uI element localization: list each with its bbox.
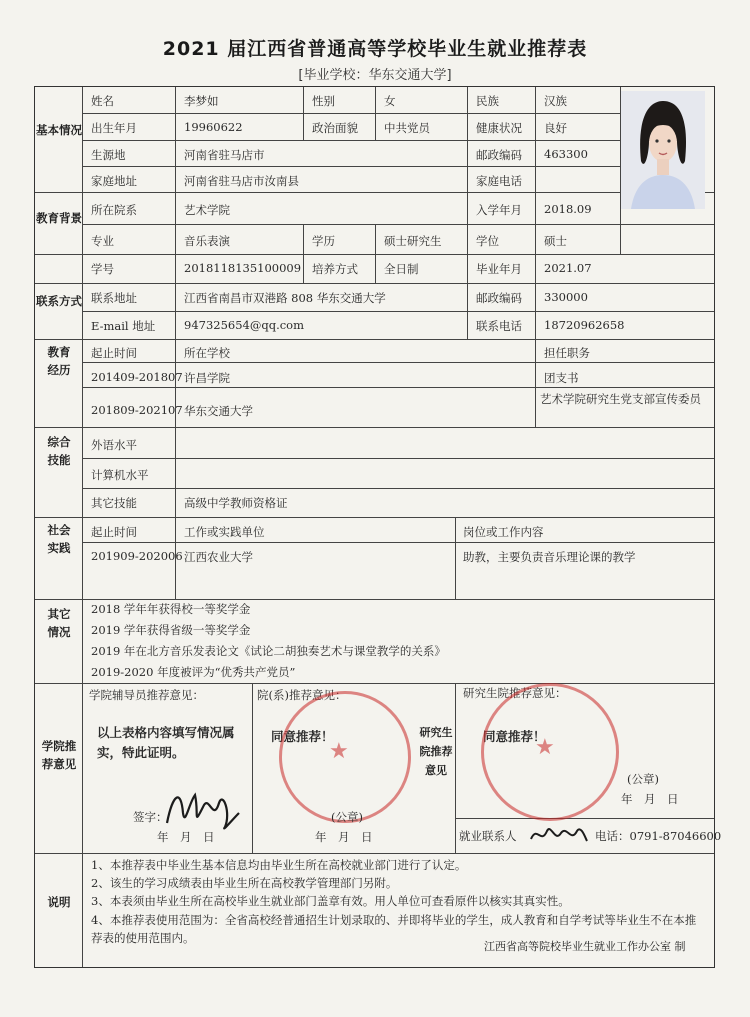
contact-postcode-value: 330000 <box>544 290 588 304</box>
major-label: 专业 <box>91 234 114 248</box>
practice-col-unit: 工作或实践单位 <box>184 525 265 539</box>
student-id-label: 学号 <box>91 262 114 276</box>
recommendation-form <box>34 86 722 968</box>
origin-value: 河南省驻马店市 <box>184 148 265 162</box>
contact-person-label: 就业联系人 <box>459 829 517 843</box>
political-value: 中共党员 <box>384 121 430 135</box>
counselor-label: 学院辅导员推荐意见： <box>89 688 204 702</box>
ethnic-value: 汉族 <box>544 94 567 108</box>
note-4: 4、本推荐表使用范围为：全省高校经普通招生计划录取的、并即将毕业的学生，成人教育和自学考试等毕业生不在本推荐表的使用范围内。 <box>91 913 697 945</box>
gender-label: 性别 <box>312 94 335 108</box>
basic-section-label: 基本情况 <box>36 123 82 137</box>
contact-person-signature <box>527 819 589 849</box>
history-col-time: 起止时间 <box>91 346 137 360</box>
degree-level-value: 硕士研究生 <box>384 234 442 248</box>
history-row-1-time: 201409-201807 <box>91 370 183 384</box>
degree-value: 硕士 <box>544 234 567 248</box>
birth-value: 19960622 <box>184 120 243 134</box>
practice-row-1-unit: 江西农业大学 <box>184 550 253 564</box>
training-label: 培养方式 <box>312 262 358 276</box>
other-skill-label: 其它技能 <box>91 496 137 510</box>
note-2: 2、该生的学习成绩表由毕业生所在高校教学管理部门另附。 <box>91 876 398 890</box>
phone-value: 18720962658 <box>544 318 625 332</box>
dept-date: 年 月 日 <box>315 830 373 844</box>
history-row-2-time: 201809-202107 <box>91 403 183 417</box>
major-value: 音乐表演 <box>184 234 230 248</box>
sign-label: 签字： <box>133 810 168 824</box>
others-item-2: 2019 学年获得省级一等奖学金 <box>91 623 251 637</box>
note-3: 3、本表须由毕业生所在高校毕业生就业部门盖章有效。用人单位可查看原件以核实其真实性。 <box>91 894 570 908</box>
grad-section-label: 研究生院推荐意见 <box>419 726 453 777</box>
training-value: 全日制 <box>384 262 419 276</box>
email-value: 947325654@qq.com <box>184 318 304 332</box>
email-label: E-mail 地址 <box>91 319 156 333</box>
contact-section-label: 联系方式 <box>36 294 82 308</box>
degree-level-label: 学历 <box>312 234 335 248</box>
others-item-1: 2018 学年年获得校一等奖学金 <box>91 602 251 616</box>
recommend-section-label: 学院推荐意见 <box>41 739 77 771</box>
history-col-role: 担任职务 <box>544 346 590 360</box>
history-col-school: 所在学校 <box>184 346 230 360</box>
practice-col-job: 岗位或工作内容 <box>463 525 544 539</box>
health-label: 健康状况 <box>476 121 522 135</box>
phone-label: 联系电话 <box>476 319 522 333</box>
other-skill-value: 高级中学教师资格证 <box>184 496 288 510</box>
grad-seal-star-icon: ★ <box>535 735 555 760</box>
postcode-value: 463300 <box>544 147 588 161</box>
others-item-3: 2019 年在北方音乐发表论文《试论二胡独奏艺术与课堂教学的关系》 <box>91 644 446 658</box>
grad-label: 研究生院推荐意见： <box>463 686 567 700</box>
gender-value: 女 <box>384 94 396 108</box>
origin-label: 生源地 <box>91 148 126 162</box>
dept-seal-label: (公章) <box>331 810 363 824</box>
enroll-label: 入学年月 <box>476 203 522 217</box>
ethnic-label: 民族 <box>476 94 499 108</box>
issuer-footer: 江西省高等院校毕业生就业工作办公室 制 <box>484 940 686 953</box>
graduate-label: 毕业年月 <box>476 262 522 276</box>
grad-text: 同意推荐！ <box>483 729 546 744</box>
graduate-value: 2021.07 <box>544 261 592 275</box>
computer-label: 计算机水平 <box>91 468 149 482</box>
grad-seal-label: (公章) <box>627 772 659 786</box>
name-value: 李梦如 <box>184 94 219 108</box>
notes-section-label: 说明 <box>47 895 71 909</box>
contact-postcode-label: 邮政编码 <box>476 291 522 305</box>
practice-section-label: 社会实践 <box>47 523 71 555</box>
history-row-1-school: 许昌学院 <box>184 371 230 385</box>
practice-row-1-time: 201909-202006 <box>91 549 183 563</box>
history-row-1-role: 团支书 <box>544 371 579 385</box>
skills-section-label: 综合技能 <box>47 435 71 467</box>
counselor-text: 以上表格内容填写情况属实，特此证明。 <box>97 725 235 760</box>
degree-label: 学位 <box>476 234 499 248</box>
practice-row-1-job: 助教，主要负责音乐理论课的教学 <box>463 550 636 564</box>
name-label: 姓名 <box>91 94 114 108</box>
note-1: 1、本推荐表中毕业生基本信息均由毕业生所在高校就业部门进行了认定。 <box>91 858 467 872</box>
home-value: 河南省驻马店市汝南县 <box>184 174 299 188</box>
school-value: 艺术学院 <box>184 203 230 217</box>
others-section-label: 其它情况 <box>47 607 71 639</box>
political-label: 政治面貌 <box>312 121 358 135</box>
student-id-value: 2018118135100009 <box>184 261 302 275</box>
history-section-label: 教育经历 <box>47 345 71 377</box>
dept-label: 院(系)推荐意见： <box>257 688 347 702</box>
address-label: 联系地址 <box>91 291 137 305</box>
practice-col-time: 起止时间 <box>91 525 137 539</box>
counselor-signature <box>163 783 243 835</box>
address-value: 江西省南昌市双港路 808 华东交通大学 <box>184 291 386 305</box>
postcode-label: 邮政编码 <box>476 148 522 162</box>
history-row-2-role: 艺术学院研究生党支部宣传委员 <box>540 392 701 406</box>
counselor-date: 年 月 日 <box>157 830 215 844</box>
home-label: 家庭地址 <box>91 174 137 188</box>
page-subtitle: [毕业学校：华东交通大学] <box>298 68 452 83</box>
grad-date: 年 月 日 <box>621 792 679 806</box>
health-value: 良好 <box>544 121 567 135</box>
dept-text: 同意推荐！ <box>271 729 334 744</box>
school-label: 所在院系 <box>91 203 137 217</box>
others-item-4: 2019-2020 年度被评为“优秀共产党员” <box>91 665 296 679</box>
birth-label: 出生年月 <box>91 121 137 135</box>
page-title: 2021 届江西省普通高等学校毕业生就业推荐表 <box>162 38 588 60</box>
history-row-2-school: 华东交通大学 <box>184 404 253 418</box>
contact-person-phone: 电话：0791-87046600 <box>595 829 722 843</box>
student-photo <box>621 91 705 209</box>
home-phone-label: 家庭电话 <box>476 174 522 188</box>
dept-seal-star-icon: ★ <box>329 739 349 764</box>
language-label: 外语水平 <box>91 438 137 452</box>
education-section-label: 教育背景 <box>36 211 82 225</box>
enroll-value: 2018.09 <box>544 202 592 216</box>
